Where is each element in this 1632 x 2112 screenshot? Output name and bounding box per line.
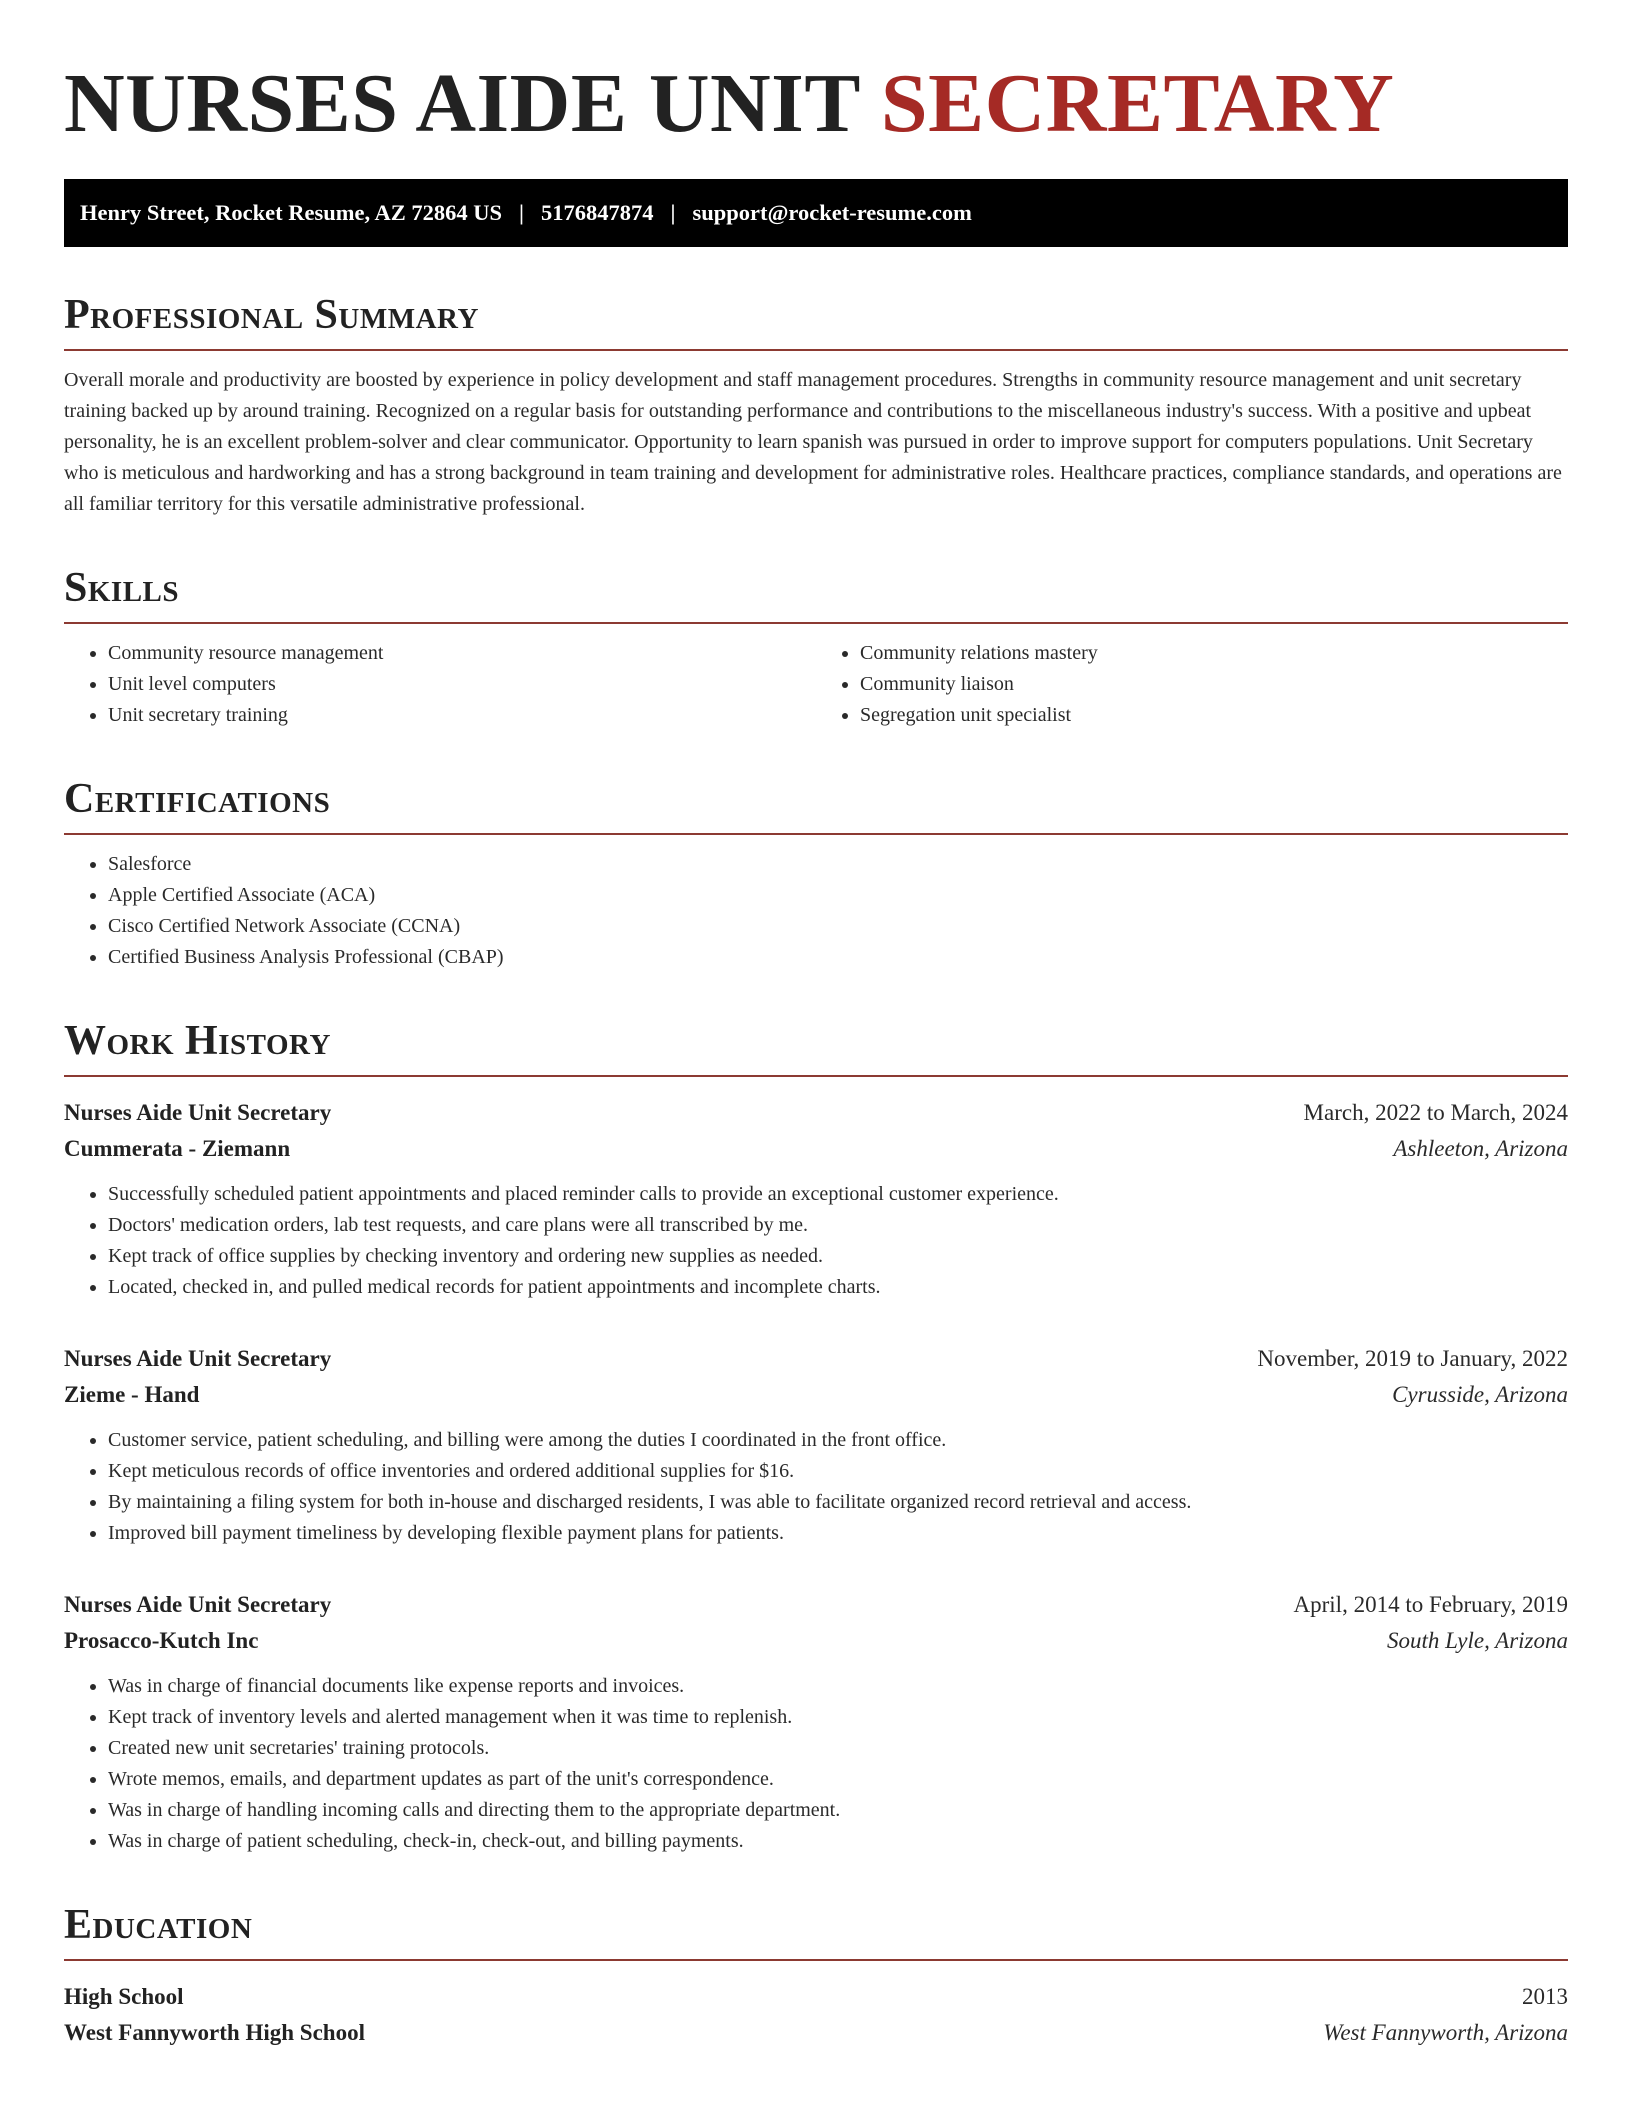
job-dates: April, 2014 to February, 2019 xyxy=(1293,1592,1568,1617)
contact-separator: | xyxy=(519,200,524,225)
contact-address: Henry Street, Rocket Resume, AZ 72864 US xyxy=(80,200,503,225)
job-company-row xyxy=(64,1623,1568,1659)
contact-email[interactable]: support@rocket-resume.com xyxy=(692,200,972,225)
job-company: Zieme - Hand xyxy=(64,1382,200,1407)
job-company: Cummerata - Ziemann xyxy=(64,1136,291,1161)
work-history-section xyxy=(64,1017,1568,1857)
skill-item: • Unit level computers xyxy=(108,669,816,700)
work-history-heading: Work History xyxy=(64,1017,1568,1077)
job-duty: • Kept track of office supplies by checking inventory and ordering new supplies as needed. xyxy=(108,1241,1568,1272)
education-year: 2013 xyxy=(1522,1984,1568,2009)
skill-item: • Community liaison xyxy=(860,669,1568,700)
job-duty: • By maintaining a filing system for both in-house and discharged residents, I was able to facilitate organized record retrieval and access. xyxy=(108,1487,1568,1518)
education-section xyxy=(64,1901,1568,2051)
job-header-row xyxy=(64,1095,1568,1131)
job-duty: • Was in charge of handling incoming calls and directing them to the appropriate department. xyxy=(108,1795,1568,1826)
job-duty: • Kept meticulous records of office inventories and ordered additional supplies for $16. xyxy=(108,1456,1568,1487)
education-heading: Education xyxy=(64,1901,1568,1961)
certification-item: • Certified Business Analysis Professional (CBAP) xyxy=(108,942,1568,973)
job-location: South Lyle, Arizona xyxy=(1387,1628,1568,1653)
job-duty: • Was in charge of financial documents like expense reports and invoices. xyxy=(108,1671,1568,1702)
skills-section xyxy=(64,564,1568,731)
summary-section xyxy=(64,291,1568,520)
job-entry xyxy=(64,1341,1568,1549)
job-company: Prosacco-Kutch Inc xyxy=(64,1628,259,1653)
job-duties-list xyxy=(64,1671,1568,1857)
certifications-heading: Certifications xyxy=(64,775,1568,835)
job-duties-list xyxy=(64,1425,1568,1549)
education-degree: High School xyxy=(64,1984,184,2009)
skills-heading: Skills xyxy=(64,564,1568,624)
certifications-list xyxy=(64,849,1568,973)
contact-phone: 5176847874 xyxy=(541,200,654,225)
education-location: West Fannyworth, Arizona xyxy=(1323,2020,1568,2045)
job-dates: November, 2019 to January, 2022 xyxy=(1257,1346,1568,1371)
job-duties-list xyxy=(64,1179,1568,1303)
job-title: Nurses Aide Unit Secretary xyxy=(64,1100,332,1125)
certification-item: • Cisco Certified Network Associate (CCNA) xyxy=(108,911,1568,942)
certifications-section xyxy=(64,775,1568,973)
skills-list-left xyxy=(64,638,816,731)
job-header-row xyxy=(64,1587,1568,1623)
skill-item: • Community relations mastery xyxy=(860,638,1568,669)
job-duty: • Customer service, patient scheduling, and billing were among the duties I coordinated in the front office. xyxy=(108,1425,1568,1456)
resume-name xyxy=(64,58,1568,150)
job-title: Nurses Aide Unit Secretary xyxy=(64,1592,332,1617)
skill-item: • Community resource management xyxy=(108,638,816,669)
job-duty: • Kept track of inventory levels and alerted management when it was time to replenish. xyxy=(108,1702,1568,1733)
education-school-row xyxy=(64,2015,1568,2051)
job-entry xyxy=(64,1587,1568,1857)
job-entry xyxy=(64,1095,1568,1303)
job-location: Cyrusside, Arizona xyxy=(1392,1382,1568,1407)
certification-item: • Apple Certified Associate (ACA) xyxy=(108,880,1568,911)
job-duty: • Was in charge of patient scheduling, check-in, check-out, and billing payments. xyxy=(108,1826,1568,1857)
skill-item: • Segregation unit specialist xyxy=(860,700,1568,731)
summary-text: Overall morale and productivity are boosted by experience in policy development and staff management procedures. Strengths in community resource management and unit secretary training backed up by around training. Recognized on a regular basis for outstanding performance and contributions to the miscellaneous industry's success. With a positive and upbeat personality, he is an excellent problem-solver and clear communicator. Opportunity to learn spanish was pursued in order to improve support for computers populations. Unit Secretary who is meticulous and hardworking and has a strong background in team training and development for administrative roles. Healthcare practices, compliance standards, and operations are all familiar territory for this versatile administrative professional. xyxy=(64,369,1562,515)
name-last: SECRETARY xyxy=(880,57,1395,150)
job-duty: • Wrote memos, emails, and department updates as part of the unit's correspondence. xyxy=(108,1764,1568,1795)
job-company-row xyxy=(64,1131,1568,1167)
skills-grid xyxy=(64,638,1568,731)
summary-heading: Professional Summary xyxy=(64,291,1568,351)
job-duty: • Doctors' medication orders, lab test requests, and care plans were all transcribed by me. xyxy=(108,1210,1568,1241)
job-title: Nurses Aide Unit Secretary xyxy=(64,1346,332,1371)
skills-list-right xyxy=(816,638,1568,731)
job-company-row xyxy=(64,1377,1568,1413)
job-header-row xyxy=(64,1341,1568,1377)
job-duty: • Created new unit secretaries' training protocols. xyxy=(108,1733,1568,1764)
job-duty: • Improved bill payment timeliness by developing flexible payment plans for patients. xyxy=(108,1518,1568,1549)
job-location: Ashleeton, Arizona xyxy=(1393,1136,1568,1161)
job-dates: March, 2022 to March, 2024 xyxy=(1303,1100,1568,1125)
education-school: West Fannyworth High School xyxy=(64,2020,365,2045)
job-duty: • Successfully scheduled patient appointments and placed reminder calls to provide an exceptional customer experience. xyxy=(108,1179,1568,1210)
contact-separator: | xyxy=(670,200,676,225)
certification-item: • Salesforce xyxy=(108,849,1568,880)
contact-bar xyxy=(64,179,1568,247)
education-entry xyxy=(64,1979,1568,2051)
name-first: NURSES AIDE UNIT xyxy=(64,57,860,150)
job-duty: • Located, checked in, and pulled medical records for patient appointments and incomplete charts. xyxy=(108,1272,1568,1303)
education-header-row xyxy=(64,1979,1568,2015)
skill-item: • Unit secretary training xyxy=(108,700,816,731)
